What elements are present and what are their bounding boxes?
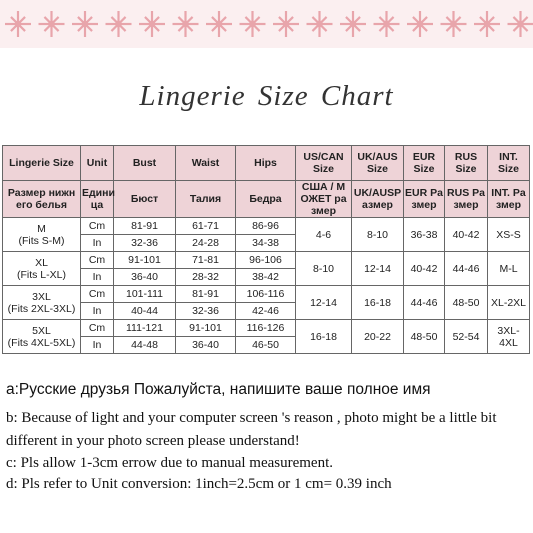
header-ru-7: EUR Pa змер (404, 181, 445, 218)
eur-size-cell: 36-38 (404, 218, 445, 252)
hips-cell: 106-116 (236, 286, 296, 303)
snowflake-border (0, 0, 533, 48)
int-size-cell: 3XL-4XL (488, 320, 530, 354)
rus-size-cell: 40-42 (445, 218, 488, 252)
int-size-cell: XL-2XL (488, 286, 530, 320)
us-size-cell: 4-6 (296, 218, 352, 252)
table-row (3, 286, 530, 303)
rus-size-cell: 44-46 (445, 252, 488, 286)
bust-cell: 36-40 (114, 269, 176, 286)
size-label-line: (Fits L-XL) (16, 268, 66, 281)
waist-cell: 28-32 (176, 269, 236, 286)
bust-cell: 111-121 (114, 320, 176, 337)
header-en-2: Bust (114, 146, 176, 181)
header-ru-6: UK/AUSP азмер (352, 181, 404, 218)
header-ru-8: RUS Pa змер (445, 181, 488, 218)
int-size-cell: XS-S (488, 218, 530, 252)
hips-cell: 116-126 (236, 320, 296, 337)
size-label (3, 286, 81, 320)
header-en-4: Hips (236, 146, 296, 181)
uk-size-cell: 12-14 (352, 252, 404, 286)
bust-cell: 44-48 (114, 337, 176, 354)
us-size-cell: 16-18 (296, 320, 352, 354)
unit-cell: In (81, 235, 114, 252)
hips-cell: 96-106 (236, 252, 296, 269)
note-d: d: Pls refer to Unit conversion: 1inch=2.5cm or 1 cm= 0.39 inch (6, 476, 392, 492)
hips-cell: 34-38 (236, 235, 296, 252)
waist-cell: 81-91 (176, 286, 236, 303)
uk-size-cell: 8-10 (352, 218, 404, 252)
table-row (3, 252, 530, 269)
header-row-english (3, 146, 530, 181)
header-en-0: Lingerie Size (3, 146, 81, 181)
header-ru-3: Талия (176, 181, 236, 218)
unit-cell: Cm (81, 320, 114, 337)
header-en-5: US/CAN Size (296, 146, 352, 181)
size-label-line: 5XL (32, 324, 51, 337)
note-a: a:Русские друзья Пожалуйста, напишите ваше полное имя (6, 381, 431, 398)
header-en-6: UK/AUS Size (352, 146, 404, 181)
unit-cell: In (81, 303, 114, 320)
uk-size-cell: 16-18 (352, 286, 404, 320)
header-en-8: RUS Size (445, 146, 488, 181)
hips-cell: 86-96 (236, 218, 296, 235)
size-label (3, 252, 81, 286)
table-row (3, 218, 530, 235)
waist-cell: 36-40 (176, 337, 236, 354)
waist-cell: 61-71 (176, 218, 236, 235)
size-label-line: (Fits 2XL-3XL) (7, 302, 76, 315)
us-size-cell: 8-10 (296, 252, 352, 286)
note-b: b: Because of light and your computer screen 's reason , photo might be a little bit different in your photo screen please understand! (6, 410, 497, 449)
note-c: c: Pls allow 1-3cm errow due to manual measurement. (6, 455, 333, 471)
header-ru-0: Размер нижн его белья (3, 181, 81, 218)
header-en-7: EUR Size (404, 146, 445, 181)
bust-cell: 32-36 (114, 235, 176, 252)
header-ru-1: Едини ца (81, 181, 114, 218)
size-label (3, 320, 81, 354)
page-title: Lingerie Size Chart (139, 80, 394, 112)
hips-cell: 46-50 (236, 337, 296, 354)
eur-size-cell: 44-46 (404, 286, 445, 320)
us-size-cell: 12-14 (296, 286, 352, 320)
bust-cell: 40-44 (114, 303, 176, 320)
size-label-line: (Fits S-M) (18, 234, 65, 247)
rus-size-cell: 52-54 (445, 320, 488, 354)
header-ru-9: INT. Pa змер (488, 181, 530, 218)
header-en-9: INT. Size (488, 146, 530, 181)
hips-cell: 42-46 (236, 303, 296, 320)
waist-cell: 32-36 (176, 303, 236, 320)
eur-size-cell: 40-42 (404, 252, 445, 286)
size-label-line: M (37, 222, 46, 235)
rus-size-cell: 48-50 (445, 286, 488, 320)
waist-cell: 24-28 (176, 235, 236, 252)
size-label (3, 218, 81, 252)
header-en-3: Waist (176, 146, 236, 181)
header-ru-4: Бедра (236, 181, 296, 218)
header-ru-5: США / M ОЖЕТ ра змер (296, 181, 352, 218)
unit-cell: Cm (81, 252, 114, 269)
hips-cell: 38-42 (236, 269, 296, 286)
waist-cell: 91-101 (176, 320, 236, 337)
uk-size-cell: 20-22 (352, 320, 404, 354)
size-chart-table (2, 145, 530, 354)
bust-cell: 101-111 (114, 286, 176, 303)
bust-cell: 81-91 (114, 218, 176, 235)
header-ru-2: Бюст (114, 181, 176, 218)
unit-cell: In (81, 337, 114, 354)
header-en-1: Unit (81, 146, 114, 181)
table-row (3, 320, 530, 337)
size-label-line: XL (35, 256, 48, 269)
header-row-russian (3, 181, 530, 218)
unit-cell: Cm (81, 286, 114, 303)
unit-cell: Cm (81, 218, 114, 235)
size-label-line: (Fits 4XL-5XL) (7, 336, 76, 349)
unit-cell: In (81, 269, 114, 286)
waist-cell: 71-81 (176, 252, 236, 269)
size-label-line: 3XL (32, 290, 51, 303)
int-size-cell: M-L (488, 252, 530, 286)
eur-size-cell: 48-50 (404, 320, 445, 354)
bust-cell: 91-101 (114, 252, 176, 269)
